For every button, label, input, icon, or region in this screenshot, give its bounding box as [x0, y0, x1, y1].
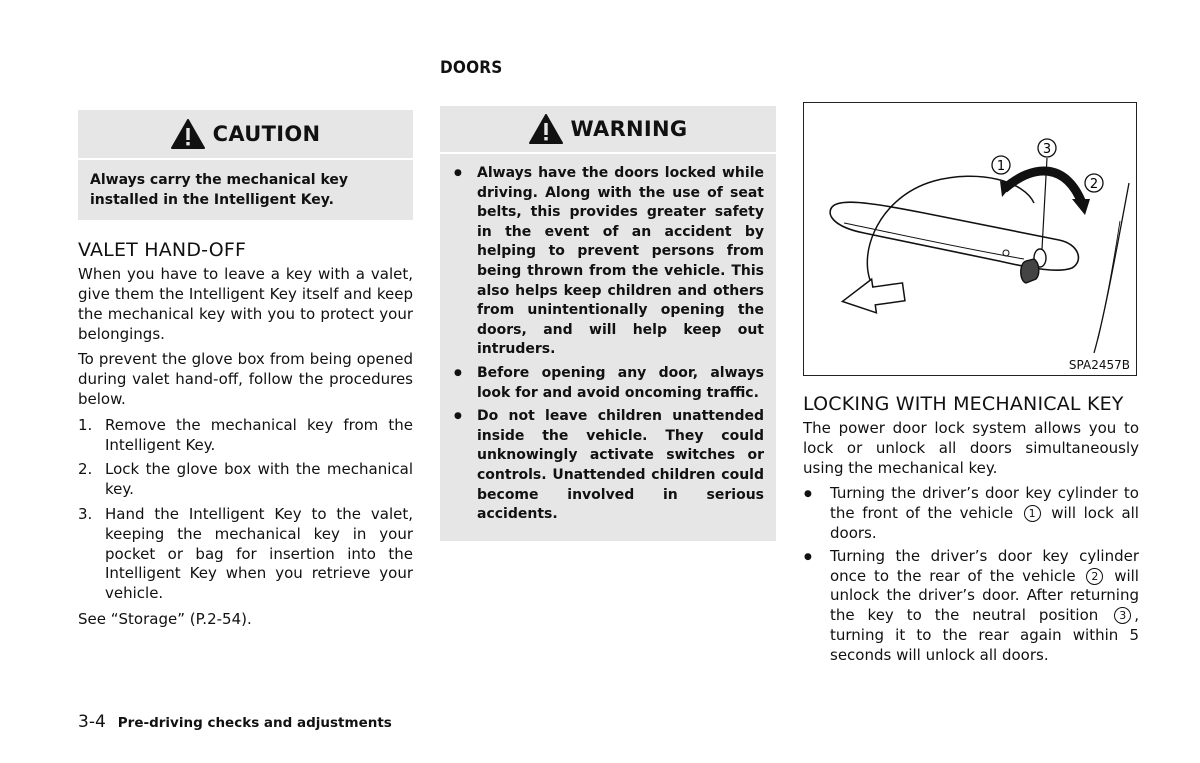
step-number: 3. — [78, 504, 93, 523]
locking-bullet — [803, 547, 1139, 666]
warning-header — [440, 106, 776, 154]
warning-bullets — [452, 164, 764, 525]
warning-body — [440, 154, 776, 541]
step-text: Hand the Intelligent Key to the valet, keeping the mechanical key in your pocket or bag for insertion into the Intelligent Key when you retrieve your vehicle. — [105, 504, 413, 603]
bullet-text: Turning the driver’s door key cylinder once to the rear of the vehicle — [830, 546, 1139, 585]
step-item — [78, 460, 413, 500]
caution-text: Always carry the mechanical key installed in the Intelligent Key. — [90, 172, 349, 208]
door-handle-illustration — [803, 102, 1137, 376]
step-number: 2. — [78, 460, 93, 479]
figure-label-1: 1 — [996, 159, 1006, 174]
locking-body — [803, 419, 1139, 666]
circled-number: 2 — [1086, 568, 1103, 585]
caution-header — [78, 110, 413, 160]
bullet-text: will unlock the driver’s door. After returning the key to the neutral position — [830, 566, 1139, 625]
figure-id: SPA2457B — [1068, 358, 1130, 372]
figure-label-3: 3 — [1042, 142, 1052, 157]
left-column — [78, 110, 413, 636]
circled-number: 3 — [1114, 607, 1131, 624]
step-number: 1. — [78, 415, 93, 434]
locking-intro: The power door lock system allows you to lock or unlock all doors simultaneously using the mechanical key. — [803, 419, 1139, 477]
chapter-title: Pre-driving checks and adjustments — [117, 715, 392, 731]
bullet-text: , turning it to the rear again within 5 seconds will unlock all doors. — [830, 606, 1139, 664]
page-number: 3-4 — [78, 712, 106, 732]
page-footer — [78, 712, 392, 732]
step-item — [78, 505, 413, 604]
warning-bullet: ● Before opening any door, always look for and avoid oncoming traffic. — [452, 364, 764, 403]
see-also-reference: See “Storage” (P.2-54). — [78, 609, 252, 628]
circled-number: 1 — [1024, 505, 1041, 522]
bullet-text: will lock all doors. — [830, 504, 1139, 542]
valet-title: VALET HAND-OFF — [78, 239, 247, 262]
warning-bullet: ● Do not leave children unattended inside the vehicle. They could unknowingly activate switches or controls. Unattended children could become involved in serious accidents. — [452, 407, 764, 525]
section-header: DOORS — [440, 58, 503, 78]
locking-bullets — [803, 484, 1139, 665]
bullet-text: Turning the driver’s door key cylinder to the front of the vehicle — [830, 484, 1139, 523]
figure-label-2: 2 — [1089, 177, 1099, 192]
step-text: Lock the glove box with the mechanical key. — [105, 460, 413, 499]
door-handle-drawing — [804, 103, 1138, 377]
warning-triangle-icon — [529, 114, 563, 144]
warning-triangle-icon — [171, 119, 205, 149]
warning-title: WARNING — [570, 117, 688, 141]
caution-box — [78, 110, 413, 220]
valet-para-1: When you have to leave a key with a valet, give them the Intelligent Key itself and keep the mechanical key with you to protect your belongings. — [78, 265, 413, 343]
locking-bullet — [803, 484, 1139, 543]
valet-para-2: To prevent the glove box from being opened during valet hand-off, follow the procedures below. — [78, 350, 413, 408]
caution-title: CAUTION — [212, 122, 321, 146]
warning-bullet: ● Always have the doors locked while driving. Along with the use of seat belts, this provides greater safety in the event of an accident by helping to prevent persons from being thrown from the vehicle. This also helps keep children and others from unintentionally opening the doors, and will help keep out intruders. — [452, 164, 764, 360]
middle-column — [440, 106, 776, 541]
step-text: Remove the mechanical key from the Intelligent Key. — [105, 415, 413, 454]
valet-steps — [78, 416, 413, 604]
valet-body — [78, 265, 413, 630]
step-item — [78, 416, 413, 456]
warning-box — [440, 106, 776, 541]
right-column — [803, 102, 1139, 669]
locking-title: LOCKING WITH MECHANICAL KEY — [803, 393, 1124, 415]
